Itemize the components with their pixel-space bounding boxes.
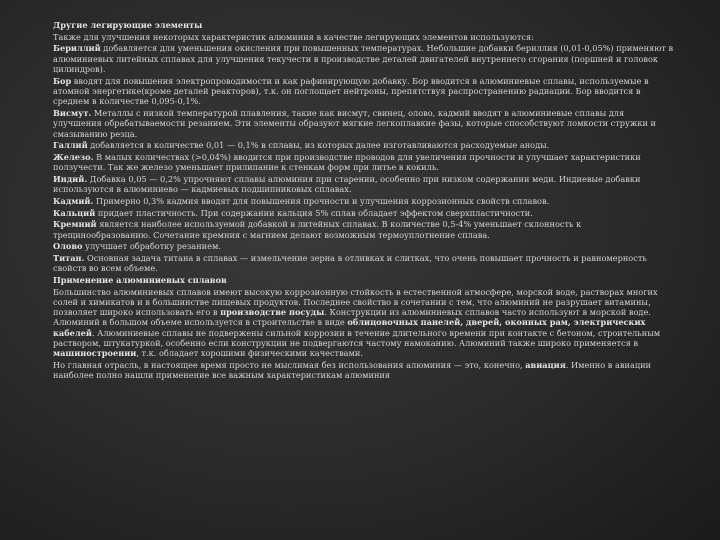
body-text: придает пластичность. При содержании кальция 5% сплав обладает эффектом сверхпластичности. [95,207,533,218]
bold-term: Индий. [53,173,88,184]
bold-term: Висмут. [53,107,92,118]
body-text: Также для улучшения некоторых характеристик алюминия в качестве легирующих элементов используются: [53,31,534,42]
paragraph-iron [53,152,675,173]
body-text: является наиболее используемой добавкой в литейных сплавах. В количестве 0,5-4% уменьшает склонность к трещинообразованию. Сочетание кремния с магнием делают возможным термоуплотнение сплава. [53,219,582,240]
body-text: вводят для повышения электропроводимости и как рафинирующую добавку. Бор вводится в алюминиевые сплавы, используемые в атомной энергетике(кроме деталей реакторов), т.к. он поглощает нейтроны, препятствуя распространению радиации. Бор вводится в среднем в количестве 0,095-0,1%. [53,75,649,107]
paragraph-titanium [53,253,675,274]
paragraph-application [53,287,675,359]
paragraph-silicon [53,219,675,240]
body-text: Но главная отрасль, в настоящее время просто не мыслимая без использования алюминия — это, конечно, [53,360,526,371]
bold-term: Кремний [53,219,97,230]
paragraph-indium [53,174,675,195]
body-text: , т.к. обладает хорошими физическими качествами. [136,348,363,359]
body-text: В малых количествах (>0,04%) вводится при производстве проводов для увеличения прочности и улучшает характеристики ползучести. Так же железо уменьшает прилипание к стенкам форм при литье в кокиль. [53,151,641,173]
paragraph-bismuth [53,108,675,139]
body-text: Большинство алюминиевых сплавов имеют высокую коррозионную стойкость в естественной атмосфере, морской воде, растворах многих солей и химикатов и в большинстве пищевых продуктов. Последнее свойство в сочетании с тем, что алюминий не разрушает витамины, позволяет широко использовать его в [53,286,658,318]
body-text: Основная задача титана в сплавах — измельчение зерна в отливках и слитках, что очень повышает прочность и равномерность свойств во всем объеме. [53,252,647,274]
bold-term: Титан. [53,252,85,263]
body-text: улучшает обработку резанием. [82,241,221,252]
paragraph-gallium [53,140,675,150]
bold-term: Другие легирующие элементы [53,20,203,30]
paragraph-calcium [53,208,675,218]
bold-term: Галлий [53,140,88,151]
body-text: . Алюминиевые сплавы не подвержены сильной коррозии в течение длительного времени при контакте с бетоном, строительным раствором, штукатуркой, особенно если конструкции не подвергаются частому намоканию. Алюминий также широко применяется в [53,327,661,349]
paragraph-aviation [53,360,675,381]
bold-term: Бор [53,75,72,86]
bold-term: Железо. [53,151,94,162]
paragraph-tin [53,241,675,251]
bold-term: производстве посуды [220,307,325,318]
paragraph-other-heading [53,20,675,30]
body-text: Примерно 0,3% кадмия вводят для повышения прочности и улучшения коррозионных свойств сплавов. [93,195,550,206]
body-text: добавляется для уменьшения окисления при повышенных температурах. Небольшие добавки бериллия (0,01-0,05%) применяют в алюминиевых литейных сплавах для улучшения текучести в производстве деталей двигателей внутреннего сгорания (поршней и головок цилиндров). [53,43,674,74]
paragraph-application-heading [53,275,675,285]
bold-term: Олово [53,241,83,252]
bold-term: облицовочных панелей, дверей, оконных рам, электрических кабелей [53,317,646,338]
body-text: . Конструкции из алюминиевых сплавов часто используют в морской воде. Алюминий в большом объеме используется в строительстве в виде [53,307,651,328]
paragraph-boron [53,76,675,107]
bold-term: Применение алюминиевых сплавов [53,274,227,285]
bold-term: Кальций [53,207,96,218]
body-text: Добавка 0,05 — 0,2% упрочняют сплавы алюминия при старении, особенно при низком содержании меди. Индиевые добавки используются в алюминиево — кадмиевых подшипниковых сплавах. [53,173,641,195]
body-text: Металлы с низкой температурой плавления, такие как висмут, свинец, олово, кадмий вводят в алюминиевые сплавы для улучшения обрабатываемости резанием. Эти элементы образуют мягкие легкоплавкие фазы, которые способствуют ломкости стружки и смазыванию резца. [53,107,656,139]
paragraph-beryllium [53,43,675,74]
bold-term: Кадмий. [53,195,94,206]
bold-term: Бериллий [53,43,101,54]
body-text: добавляется в количестве 0,01 — 0,1% в сплавы, из которых далее изготавливаются расходуемые аноды. [87,140,550,151]
text-block [53,20,675,382]
bold-term: авиация [525,360,566,371]
body-text: . Именно в авиации наиболее полно нашли применение все важным характеристикам алюминия [53,360,652,381]
paragraph-intro [53,32,675,42]
paragraph-cadmium [53,196,675,206]
bold-term: машиностроении [53,348,137,359]
